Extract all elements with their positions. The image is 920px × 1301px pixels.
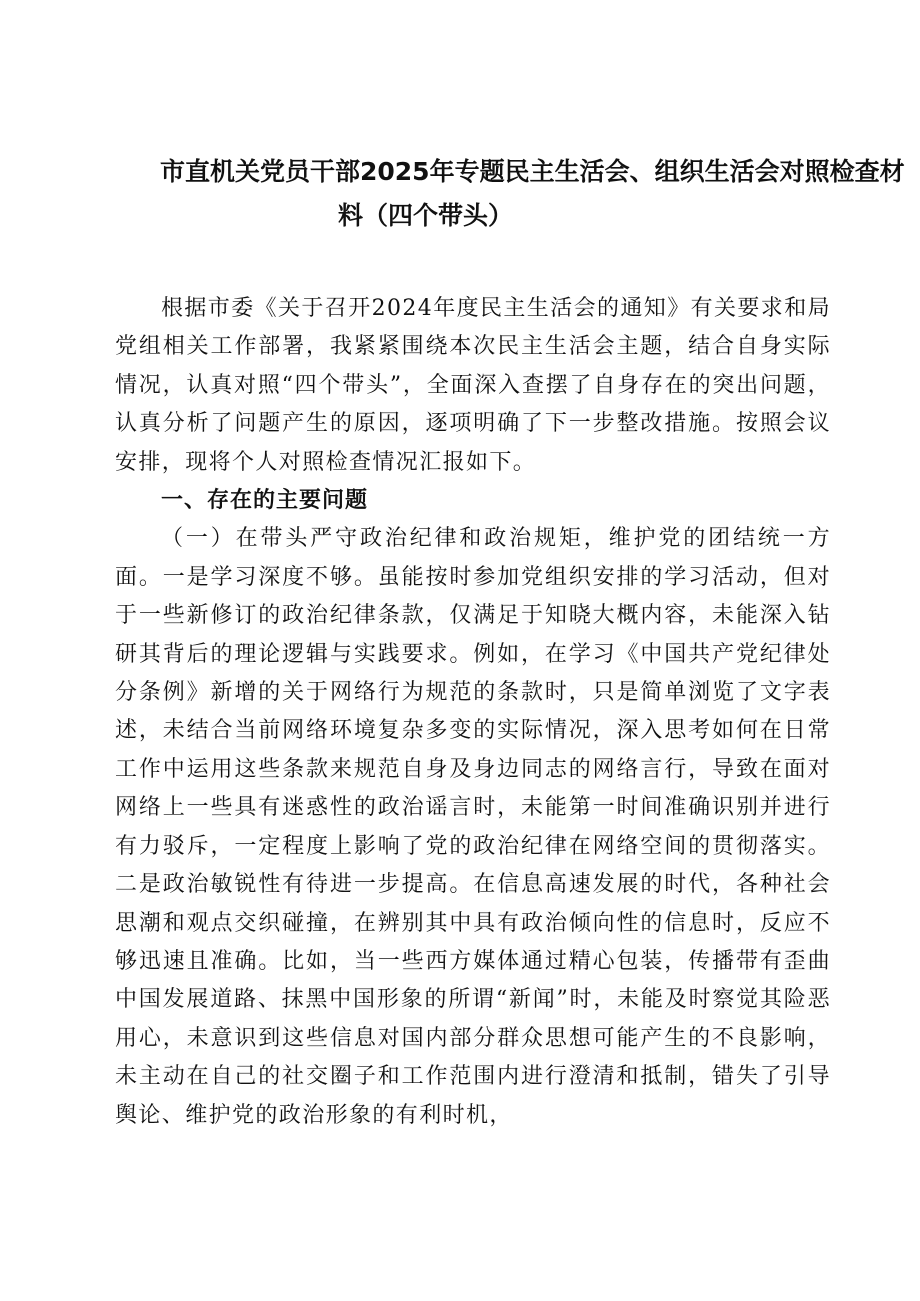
title-line-1: 市直机关党员干部2025年专题民主生活会、组织生活会对照检查材: [160, 157, 905, 186]
section-1-paragraph-1: （一）在带头严守政治纪律和政治规矩，维护党的团结统一方面。一是学习深度不够。虽能按时参加党组织安排的学习活动，但对于一些新修订的政治纪律条款，仅满足于知晓大概内容，未能深入钻研其背后的理论逻辑与实践要求。例如，在学习《中国共产党纪律处分条例》新增的关于网络行为规范的条款时，只是简单浏览了文字表述，未结合当前网络环境复杂多变的实际情况，深入思考如何在日常工作中运用这些条款来规范自身及身边同志的网络言行，导致在面对网络上一些具有迷惑性的政治谣言时，未能第一时间准确识别并进行有力驳斥，一定程度上影响了党的政治纪律在网络空间的贯彻落实。二是政治敏锐性有待进一步提高。在信息高速发展的时代，各种社会思潮和观点交织碰撞，在辨别其中具有政治倾向性的信息时，反应不够迅速且准确。比如，当一些西方媒体通过精心包装，传播带有歪曲中国发展道路、抹黑中国形象的所谓“新闻”时，未能及时察觉其险恶用心，未意识到这些信息对国内部分群众思想可能产生的不良影响，未主动在自己的社交圈子和工作范围内进行澄清和抵制，错失了引导舆论、维护党的政治形象的有利时机，: [115, 526, 831, 1128]
title-line-2: 料（四个带头）: [338, 201, 514, 230]
section-heading-1: 一、存在的主要问题: [161, 488, 369, 514]
intro-paragraph: 根据市委《关于召开2024年度民主生活会的通知》有关要求和局党组相关工作部署，我紧紧围绕本次民主生活会主题，结合自身实际情况，认真对照“四个带头”，全面深入查摆了自身存在的突出问题，认真分析了问题产生的原因，逐项明确了下一步整改措施。按照会议安排，现将个人对照检查情况汇报如下。: [115, 296, 831, 475]
document-body: [115, 290, 831, 1135]
document-title: [150, 150, 905, 238]
